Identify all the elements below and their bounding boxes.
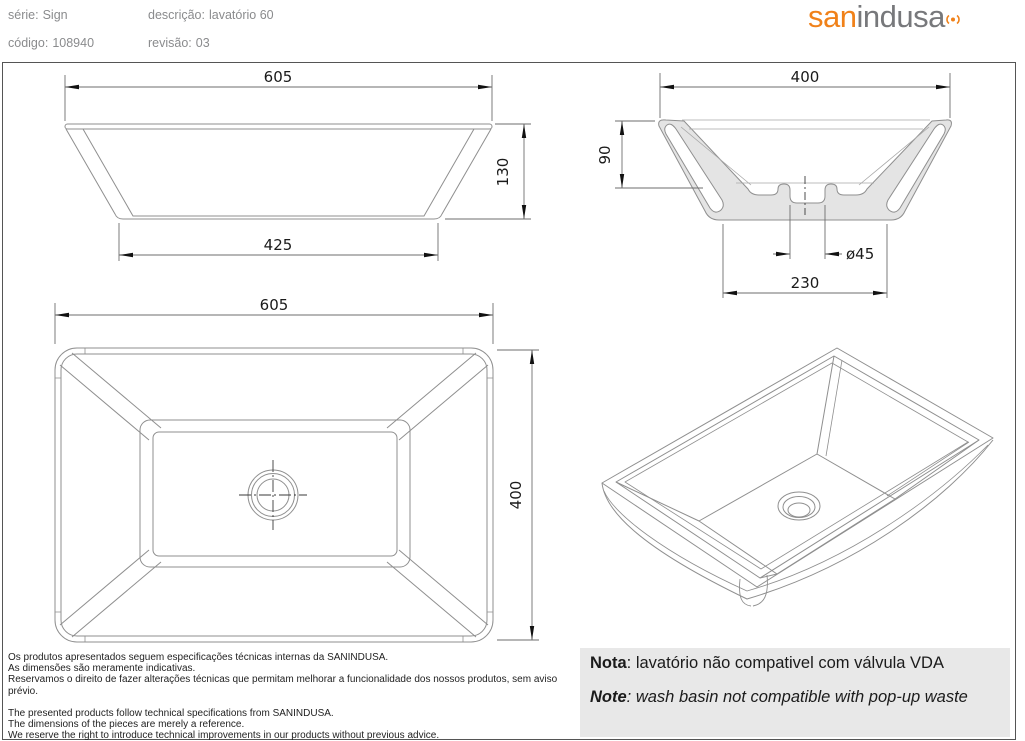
front-view-dimensions (65, 75, 531, 261)
technical-drawing-canvas (3, 63, 1015, 739)
logo-trademark-icon (945, 0, 961, 33)
dim-section-drain: ø45 (846, 245, 875, 263)
note-pt-label: Nota (590, 654, 627, 672)
note-pt-text: : lavatório não compativel com válvula VDA (626, 654, 944, 672)
field-codigo-label: código: (8, 36, 49, 50)
dim-plan-width: 605 (259, 296, 289, 314)
field-serie-label: série: (8, 8, 39, 22)
footnote-pt-2: As dimensões são meramente indicativas. (8, 663, 196, 675)
field-descricao-value: lavatório 60 (208, 8, 274, 22)
note-en-label: Note (590, 688, 627, 706)
compatibility-note-box (580, 648, 1010, 737)
dim-front-bottom-width: 425 (263, 236, 293, 254)
sanindusa-logo (808, 0, 945, 34)
field-descricao (148, 8, 274, 22)
dim-section-base-width: 230 (790, 274, 820, 292)
note-en-text: : wash basin not compatible with pop-up waste (626, 688, 968, 706)
footnote-spacer (8, 697, 573, 708)
dim-plan-depth: 400 (507, 480, 525, 510)
field-codigo-value: 108940 (52, 36, 95, 50)
field-descricao-label: descrição: (148, 8, 205, 22)
note-pt (590, 653, 1000, 674)
section-view-drawing (659, 120, 952, 220)
isometric-view-drawing (602, 348, 993, 606)
footnote-pt-1: Os produtos apresentados seguem especificações técnicas internas da SANINDUSA. (8, 652, 389, 663)
logo-text-gray: indusa (856, 0, 945, 34)
front-view-drawing (65, 124, 492, 219)
field-revisao-label: revisão: (148, 36, 192, 50)
field-codigo (8, 36, 94, 50)
legal-footnotes (8, 652, 573, 741)
field-serie (8, 8, 68, 22)
footnote-en-2: The dimensions of the pieces are merely a reference. (8, 719, 245, 731)
logo-text-orange: san (808, 0, 857, 34)
dim-section-height: 90 (596, 145, 614, 165)
dim-section-top-width: 400 (790, 68, 820, 86)
field-revisao (148, 36, 210, 50)
footnote-pt-3: Reservamos o direito de fazer alterações técnicas que permitam melhorar a funcionalidade dos nossos produtos, sem aviso prévio. (8, 674, 558, 697)
dim-front-height: 130 (494, 157, 512, 187)
plan-view-drawing (55, 348, 493, 642)
drawing-frame (2, 62, 1016, 740)
field-revisao-value: 03 (195, 36, 210, 50)
dim-front-top-width: 605 (263, 68, 293, 86)
footnote-en-1: The presented products follow technical specifications from SANINDUSA. (8, 707, 334, 719)
footnote-en-3: We reserve the right to introduce technical improvements in our products without previous advice. (8, 730, 440, 741)
field-serie-value: Sign (42, 8, 68, 22)
note-en (590, 687, 1000, 708)
